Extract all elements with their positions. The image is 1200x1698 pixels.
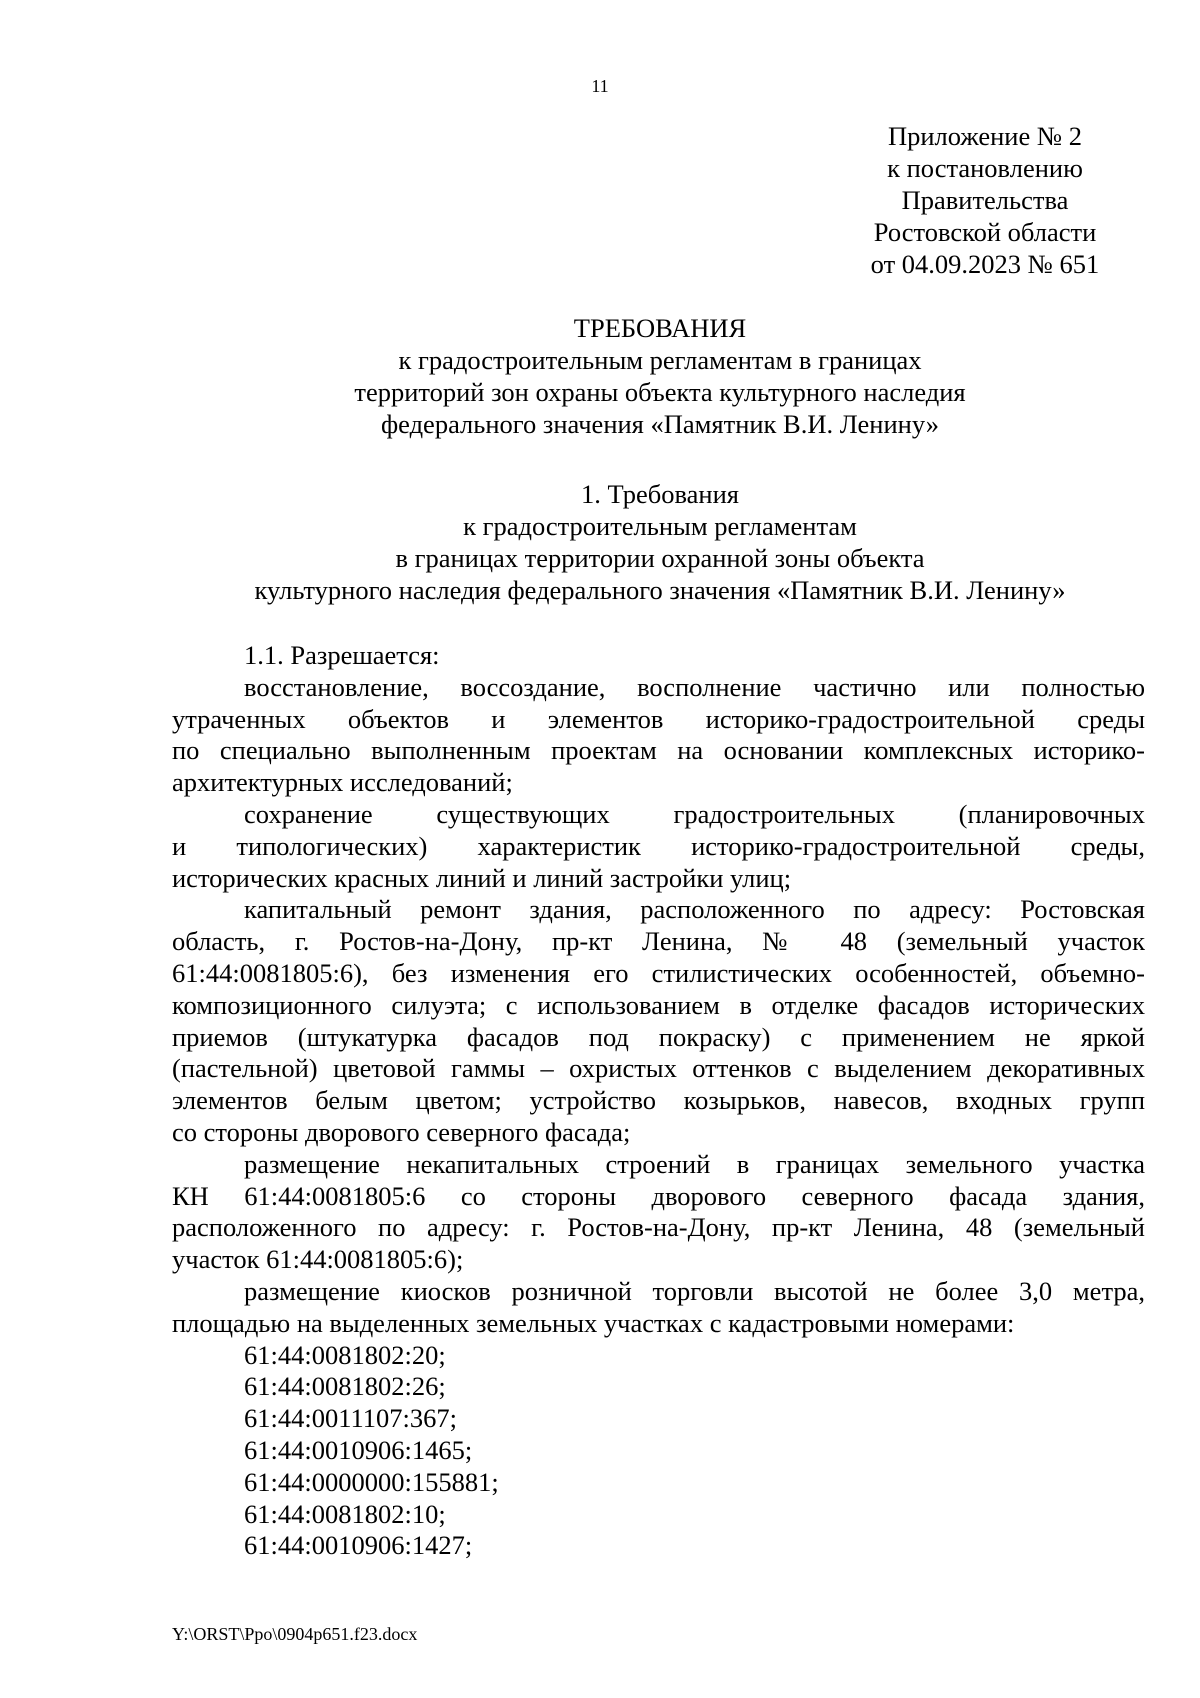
body-line: площадью на выделенных земельных участках с кадастровыми номерами:: [172, 1307, 1015, 1338]
appendix-line: Правительства: [901, 185, 1069, 215]
appendix-line: Ростовской области: [873, 217, 1097, 247]
body-line: размещение киосков розничной торговли высотой не более 3,0 метра,: [244, 1275, 1145, 1306]
title-line: к градостроительным регламентам в границах: [398, 345, 922, 375]
body-line: приемов (штукатурка фасадов под покраску) с применением не яркой: [172, 1021, 1145, 1052]
body-line: размещение некапитальных строений в границах земельного участка: [244, 1148, 1145, 1179]
footer-file-path: Y:\ORST\Ppo\0904p651.f23.docx: [172, 1624, 418, 1644]
body-line: 61:44:0000000:155881;: [244, 1466, 499, 1497]
body-line: архитектурных исследований;: [172, 767, 513, 798]
body-line: и типологических) характеристик историко-градостроительной среды,: [172, 830, 1145, 861]
body-line: 61:44:0010906:1465;: [244, 1434, 473, 1465]
body-line: элементов белым цветом; устройство козырьков, навесов, входных групп: [172, 1085, 1145, 1116]
body-line: 61:44:0081805:6), без изменения его стилистических особенностей, объемно-: [172, 957, 1145, 988]
appendix-line: от 04.09.2023 № 651: [870, 249, 1100, 279]
body-line: композиционного силуэта; с использованием в отделке фасадов исторических: [172, 989, 1145, 1020]
body-line: со стороны дворового северного фасада;: [172, 1116, 631, 1147]
body-line: по специально выполненным проектам на основании комплексных историко-: [172, 735, 1145, 766]
body-line: капитальный ремонт здания, расположенного по адресу: Ростовская: [244, 894, 1145, 925]
body-line: 61:44:0011107:367;: [244, 1403, 457, 1434]
body-line: 61:44:0010906:1427;: [244, 1530, 473, 1561]
appendix-line: к постановлению: [887, 153, 1083, 183]
body-line: исторических красных линий и линий застройки улиц;: [172, 862, 792, 893]
body-text: [172, 640, 1145, 1562]
section-line: к градостроительным регламентам: [463, 511, 857, 541]
section-line: в границах территории охранной зоны объекта: [395, 543, 925, 573]
document-title: [150, 312, 1170, 440]
body-line: (пастельной) цветовой гаммы – охристых оттенков с выделением декоративных: [172, 1053, 1145, 1084]
body-line: 61:44:0081802:10;: [244, 1498, 446, 1529]
appendix-line: Приложение № 2: [887, 121, 1082, 151]
section-heading: [150, 478, 1170, 606]
body-line: утраченных объектов и элементов историко-градостроительной среды: [172, 703, 1145, 734]
body-line: расположенного по адресу: г. Ростов-на-Дону, пр-кт Ленина, 48 (земельный: [172, 1212, 1145, 1243]
body-line: 61:44:0081802:26;: [244, 1371, 446, 1402]
page-number: 11: [591, 76, 609, 96]
body-line: 61:44:0081802:20;: [244, 1339, 446, 1370]
section-line: культурного наследия федерального значения «Памятник В.И. Ленину»: [254, 575, 1066, 605]
title-line: ТРЕБОВАНИЯ: [573, 313, 747, 343]
body-line: 1.1. Разрешается:: [244, 640, 440, 670]
appendix-header: [840, 120, 1130, 280]
body-line: сохранение существующих градостроительных (планировочных: [244, 798, 1145, 829]
title-line: территорий зон охраны объекта культурного наследия: [354, 377, 966, 407]
body-line: КН 61:44:0081805:6 со стороны дворового северного фасада здания,: [172, 1180, 1145, 1211]
title-line: федерального значения «Памятник В.И. Ленину»: [380, 409, 939, 439]
body-line: участок 61:44:0081805:6);: [172, 1244, 464, 1275]
section-line: 1. Требования: [581, 479, 739, 509]
body-line: область, г. Ростов-на-Дону, пр-кт Ленина, № 48 (земельный участок: [172, 926, 1145, 957]
body-line: восстановление, воссоздание, восполнение частично или полностью: [244, 671, 1145, 702]
